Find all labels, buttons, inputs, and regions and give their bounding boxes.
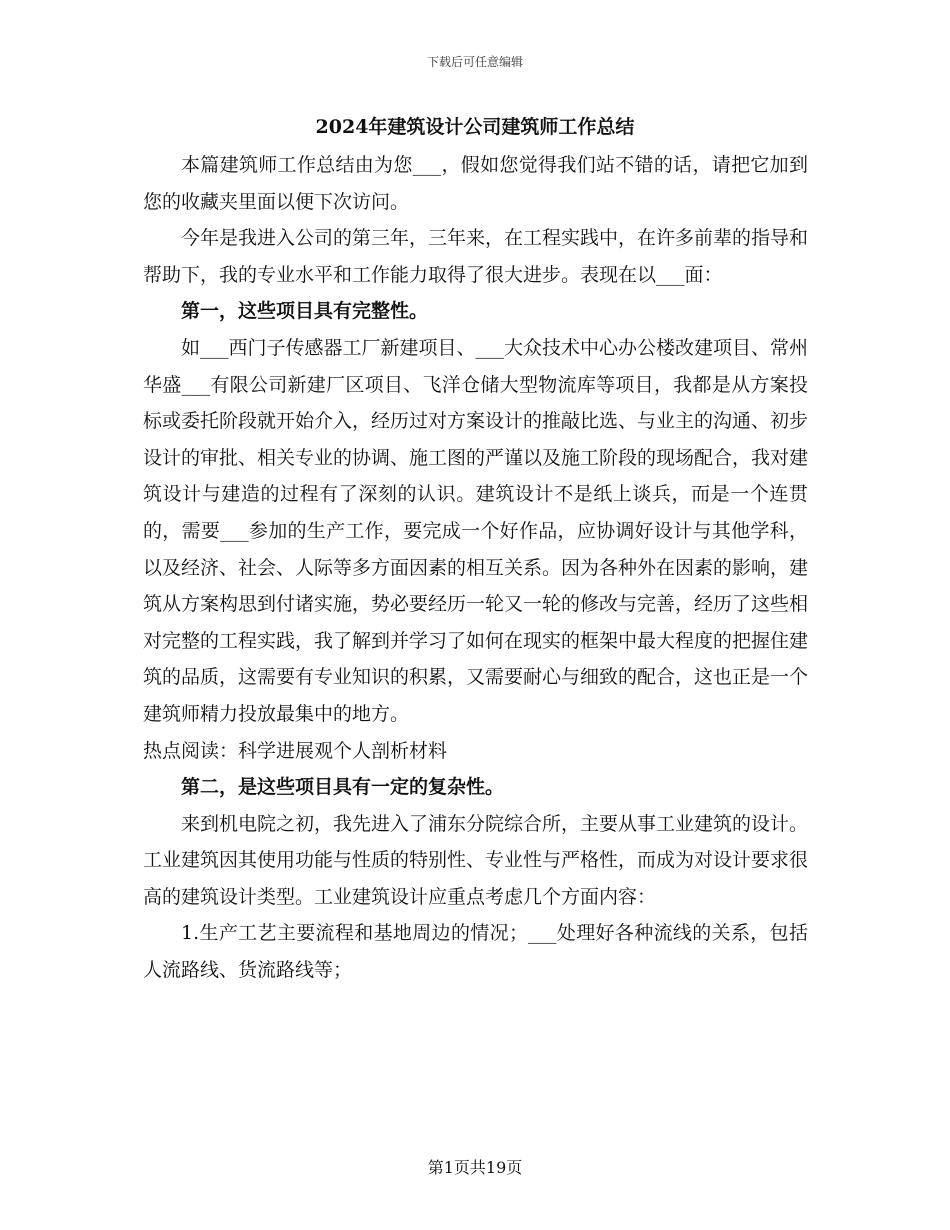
hot-reading-line: 热点阅读：科学进展观个人剖析材料 (143, 739, 448, 762)
section-heading-second: 第二，是这些项目具有一定的复杂性。 (181, 776, 505, 799)
section-heading-first: 第一，这些项目具有完整性。 (181, 300, 429, 323)
paragraph-second-detail: 来到机电院之初，我先进入了浦东分院综合所，主要从事工业建筑的设计。工业建筑因其使用功能与性质的特别性、专业性与严格性，而成为对设计要求很高的建筑设计类型。工业建筑设计应重点考虑几个方面内容： (143, 812, 809, 908)
document-body (143, 147, 808, 989)
header-note: 下载后可任意编辑 (426, 55, 523, 69)
document-title: 2024年建筑设计公司建筑师工作总结 (315, 116, 635, 138)
paragraph-overview: 今年是我进入公司的第三年，三年来，在工程实践中，在许多前辈的指导和帮助下，我的专业水平和工作能力取得了很大进步。表现在以___面： (143, 227, 809, 286)
paragraph-first-detail: 如___西门子传感器工厂新建项目、___大众技术中心办公楼改建项目、常州华盛___有限公司新建厂区项目、飞洋仓储大型物流库等项目，我都是从方案投标或委托阶段就开始介入，经历过对方案设计的推敲比选、与业主的沟通、初步设计的审批、相关专业的协调、施工图的严谨以及施工阶段的现场配合，我对建筑设计与建造的过程有了深刻的认识。建筑设计不是纸上谈兵，而是一个连贯的，需要___参加的生产工作，要完成一个好作品，应协调好设计与其他学科，以及经济、社会、人际等多方面因素的相互关系。因为各种外在因素的影响，建筑从方案构思到付诸实施，势必要经历一轮又一轮的修改与完善，经历了这些相对完整的工程实践，我了解到并学习了如何在现实的框架中最大程度的把握住建筑的品质，这需要有专业知识的积累，又需要耐心与细致的配合，这也正是一个建筑师精力投放最集中的地方。 (143, 336, 809, 725)
page-number: 第1页共19页 (427, 1158, 523, 1177)
list-item-1: 1.生产工艺主要流程和基地周边的情况；___处理好各种流线的关系，包括人流路线、货流路线等； (143, 922, 808, 982)
paragraph-intro: 本篇建筑师工作总结由为您___，假如您觉得我们站不错的话，请把它加到您的收藏夹里面以便下次访问。 (143, 154, 808, 213)
